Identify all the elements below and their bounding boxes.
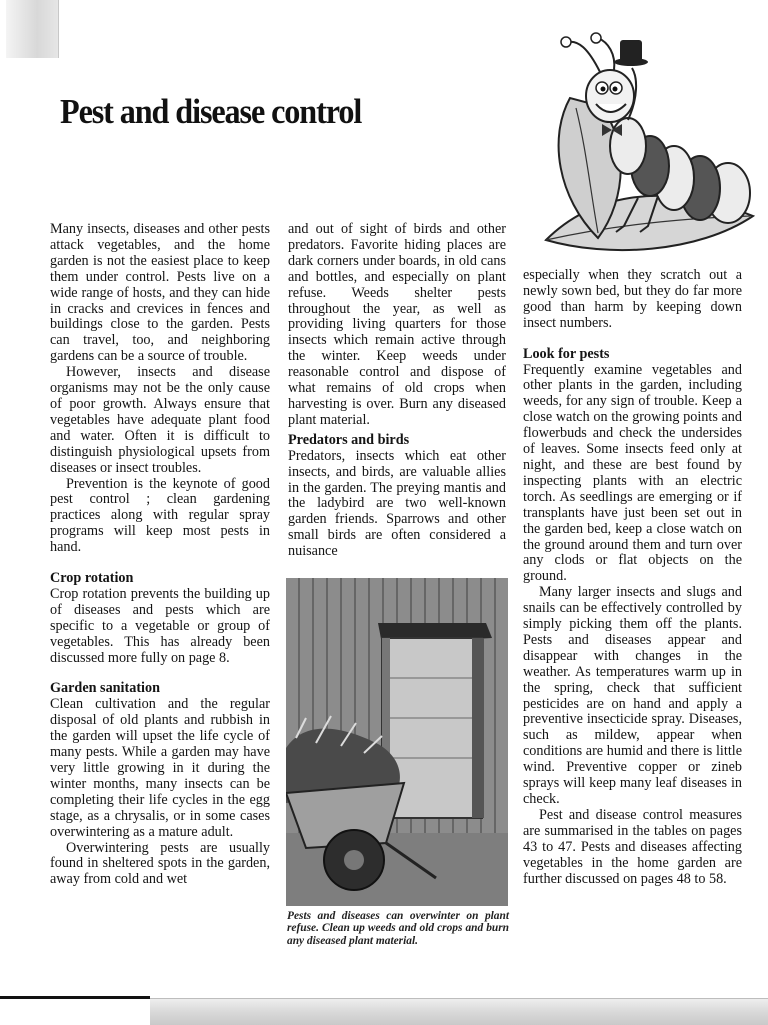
column-2 [288,222,506,560]
intro-paragraph-1: Many insects, diseases and other pests attack vegetables, and the home garden is not the easiest place to keep them under control. Pests live on a wide range of hosts, and they can hide in cracks and crevices in fences and buildings close to the garden. Pests can travel, too, and neighboring gardens can be a source of trouble. [50,221,270,365]
page-corner-tab [6,0,59,58]
predators-heading: Predators and birds [288,431,410,448]
birds-continued-paragraph: especially when they scratch out a newly sown bed, but they do far more good than harm by keeping down insect numbers. [523,267,742,331]
intro-paragraph-2: However, insects and disease organisms may not be the only cause of poor growth. Always ensure that vegetables have adequate plant food and water. Often it is difficult to distinguish physiological upsets from diseases or insect troubles. [50,364,270,476]
page-fold-shadow [150,998,768,1025]
crop-rotation-text: Crop rotation prevents the building up of diseases and pests which are specific to a vegetable or group of vegetables. This has already been discussed more fully on page 8. [50,585,270,666]
look-for-pests-heading: Look for pests [523,345,610,362]
larger-insects-paragraph: Many larger insects and slugs and snails can be effectively controlled by simply picking them off the plants. Pests and diseases appear and disappear with changes in the weather. As temperatures warm up in the spring, check that sufficient pesticides are on hand and apply a preventive insecticide spray. Diseases, such as mildew, appear when conditions are humid and there is little wind. Preventive copper or zineb sprays will keep many leaf diseases in check. [523,584,742,807]
page-title: Pest and disease control [60,92,362,131]
hiding-places-paragraph: and out of sight of birds and other predators. Favorite hiding places are dark corners under boards, in old cans and bottles, and especially on plant refuse. Weeds shelter pests throughout the year, as well as providing living quarters for those insects which remain active through the winter. Keep weeds under reasonable control and dispose of what remains of old crops when harvesting is over. Burn any diseased plant material. [288,221,506,428]
column-3 [523,268,742,887]
garden-sanitation-text: Clean cultivation and the regular disposal of old plants and rubbish in the garden will upset the life cycle of many pests. While a garden may have very little growing in it during the winter months, many insects can be completing their life cycles in the egg stage, as a chrysalis, or in some cases overwintering as a mature adult. [50,696,270,840]
summary-paragraph: Pest and disease control measures are summarised in the tables on pages 43 to 47. Pests and diseases affecting vegetables in the home garden are further discussed on pages 48 to 58. [523,806,742,887]
predators-text: Predators, insects which eat other insects, and birds, are valuable allies in the garden. The preying mantis and the ladybird are two well-known garden friends. Sparrows and other small birds are often considered a nuisance [288,447,506,560]
garden-sanitation-heading: Garden sanitation [50,680,160,697]
caterpillar-illustration [528,28,764,258]
overwintering-paragraph: Overwintering pests are usually found in sheltered spots in the garden, away from cold and wet [50,839,270,888]
column-1 [50,222,270,888]
intro-paragraph-3: Prevention is the keynote of good pest control ; clean gardening practices along with regular spray programs will keep most pests in hand. [50,475,270,556]
compost-bin-photo [286,578,508,906]
crop-rotation-heading: Crop rotation [50,570,134,587]
footer-rule [0,996,150,999]
photo-caption: Pests and diseases can overwinter on plant refuse. Clean up weeds and old crops and burn any diseased plant material. [287,910,509,947]
look-for-pests-text: Frequently examine vegetables and other plants in the garden, including weeds, for any sign of trouble. Keep a close watch on the growing points and flowerbuds and check the undersides of leaves. Some insects feed only at night, and these are best found by inspecting plants with an electric torch. As seedlings are emerging or if transplants have just been set out in the garden bed, keep a close watch on the ground around them and turn over any clods or flat objects on the ground. [523,361,742,585]
